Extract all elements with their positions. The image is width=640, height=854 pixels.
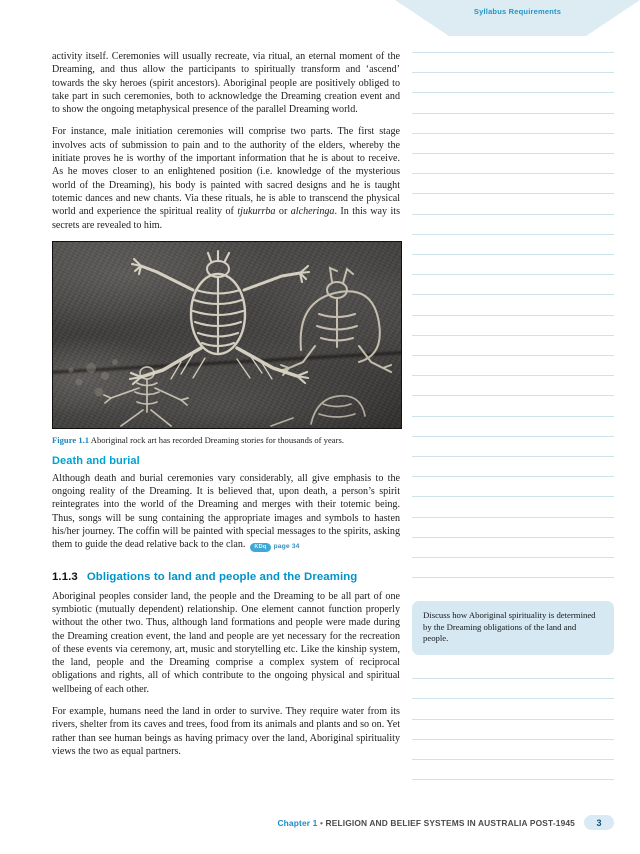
note-rule-line — [412, 678, 614, 679]
note-rule-line — [412, 254, 614, 255]
note-rule-line — [412, 456, 614, 457]
page-footer — [0, 815, 640, 830]
rock-art-figures — [53, 242, 401, 428]
note-rule-line — [412, 557, 614, 558]
paragraph-ceremonies: activity itself. Ceremonies will usually recreate, via ritual, an eternal moment of the Dreaming, and thus allow the participants to spiritually transform and ‘ascend’ towards the sky heroes (spirit ancestors). Aboriginal people are positively obliged to take part in such ceremonies, both to acknowledge the Dreaming creation event and to show the ongoing metaphysical presence of the parallel Dreaming world. — [52, 51, 400, 116]
initiation-text-between: or — [275, 206, 291, 218]
figure-caption — [52, 435, 400, 446]
initiation-text-part-1: For instance, male initiation ceremonies will comprise two parts. The first stage involves acts of submission to pain and to the authority of the elders, whereby the initiate proves he is worthy of the important information that he is about to receive. As he moves closer to an enlightened position (i.e. knowledge of the mysterious world of the Dreaming), his body is painted with sacred designs and he is taught totemic dances and new chants. Via these rituals, he is able to transcend the physical world and experience the spiritual reality of — [52, 126, 400, 218]
footer-title: RELIGION AND BELIEF SYSTEMS IN AUSTRALIA POST-1945 — [325, 817, 575, 828]
note-rule-line — [412, 133, 614, 134]
note-rule-line — [412, 173, 614, 174]
main-text-column — [52, 50, 400, 758]
note-rule-line — [412, 537, 614, 538]
note-rule-line — [412, 214, 614, 215]
cross-reference-page: page 34 — [273, 543, 300, 551]
note-rule-line — [412, 335, 614, 336]
note-rule-line — [412, 234, 614, 235]
note-rule-line — [412, 52, 614, 53]
paragraph-initiation — [52, 125, 400, 231]
note-rule-line — [412, 92, 614, 93]
figure-caption-text: Aboriginal rock art has recorded Dreaming stories for thousands of years. — [90, 434, 344, 445]
note-rule-line — [412, 72, 614, 73]
note-rule-lines — [412, 0, 614, 854]
page-number-badge: 3 — [584, 815, 614, 830]
rock-art-image — [52, 241, 402, 429]
death-burial-text: Although death and burial ceremonies vary considerably, all give emphasis to the ongoing reality of the Dreaming. It is believed that, upon death, a person’s spirit reintegrates into the world of the Dreaming and merges with their totemic being. Thus, songs will be sung containing the appropriate images and symbols to hasten his/her journey. The coffin will be painted with special messages to the spirits, asking them to guide the dead relative back to the clan. — [52, 472, 400, 551]
footer-running-title — [277, 818, 575, 828]
note-rule-line — [412, 416, 614, 417]
note-rule-line — [412, 193, 614, 194]
section-number: 1.1.3 — [52, 570, 78, 583]
note-rule-line — [412, 315, 614, 316]
note-rule-line — [412, 759, 614, 760]
kdq-badge-icon: KDq — [250, 543, 270, 552]
note-rule-line — [412, 375, 614, 376]
note-rule-line — [412, 698, 614, 699]
note-rule-line — [412, 577, 614, 578]
figure-label: Figure 1.1 — [52, 434, 90, 445]
term-alcheringa: alcheringa — [290, 206, 335, 218]
header-banner-label-wrap — [395, 0, 640, 22]
note-rule-line — [412, 517, 614, 518]
header-title: Syllabus Requirements — [473, 6, 562, 16]
note-rule-line — [412, 274, 614, 275]
heading-section-1-1-3 — [52, 571, 400, 583]
note-rule-line — [412, 496, 614, 497]
note-rule-line — [412, 476, 614, 477]
side-note-box — [412, 601, 614, 655]
note-rule-line — [412, 395, 614, 396]
cross-reference-link[interactable] — [250, 539, 299, 553]
note-rule-line — [412, 739, 614, 740]
note-rule-line — [412, 294, 614, 295]
side-note-text: Discuss how Aboriginal spirituality is determined by the Dreaming obligations of the land and people. — [423, 610, 596, 644]
initiation-text-part-2: . In this way its secrets are revealed to him. — [52, 206, 400, 231]
footer-separator: • — [319, 817, 324, 828]
note-rule-line — [412, 436, 614, 437]
note-rule-line — [412, 719, 614, 720]
note-rule-line — [412, 113, 614, 114]
note-rule-line — [412, 355, 614, 356]
figure-block — [52, 241, 400, 446]
footer-chapter: Chapter 1 — [277, 817, 318, 828]
term-tjukurrba: tjukurrba — [237, 206, 276, 218]
note-rule-line — [412, 779, 614, 780]
section-title: Obligations to land and people and the Dreaming — [86, 570, 358, 583]
note-rule-line — [412, 153, 614, 154]
paragraph-obligations-2: For example, humans need the land in order to survive. They require water from its rivers, shelter from its caves and trees, food from its animals and plants and so on. Yet rather than see human beings as having primacy over the land, Aboriginal spirituality views the two as equal partners. — [52, 706, 400, 757]
paragraph-obligations-1: Aboriginal peoples consider land, the people and the Dreaming to be all part of one symbiotic (mutually dependent) relationship. One element cannot function properly without the other two. Thus, although land formations and people were made during the Dreaming creation event, the land and people are yet necessary for the recreation of these events via ceremony, art, music and storytelling etc. Like the kinship system, the land, people and the Dreaming comprise a complex system of reciprocal obligations and rights, all of which contribute to the ongoing physical and spiritual wellbeing of each other. — [52, 590, 400, 695]
heading-death-and-burial: Death and burial — [52, 454, 140, 467]
paragraph-death-burial — [52, 472, 400, 554]
